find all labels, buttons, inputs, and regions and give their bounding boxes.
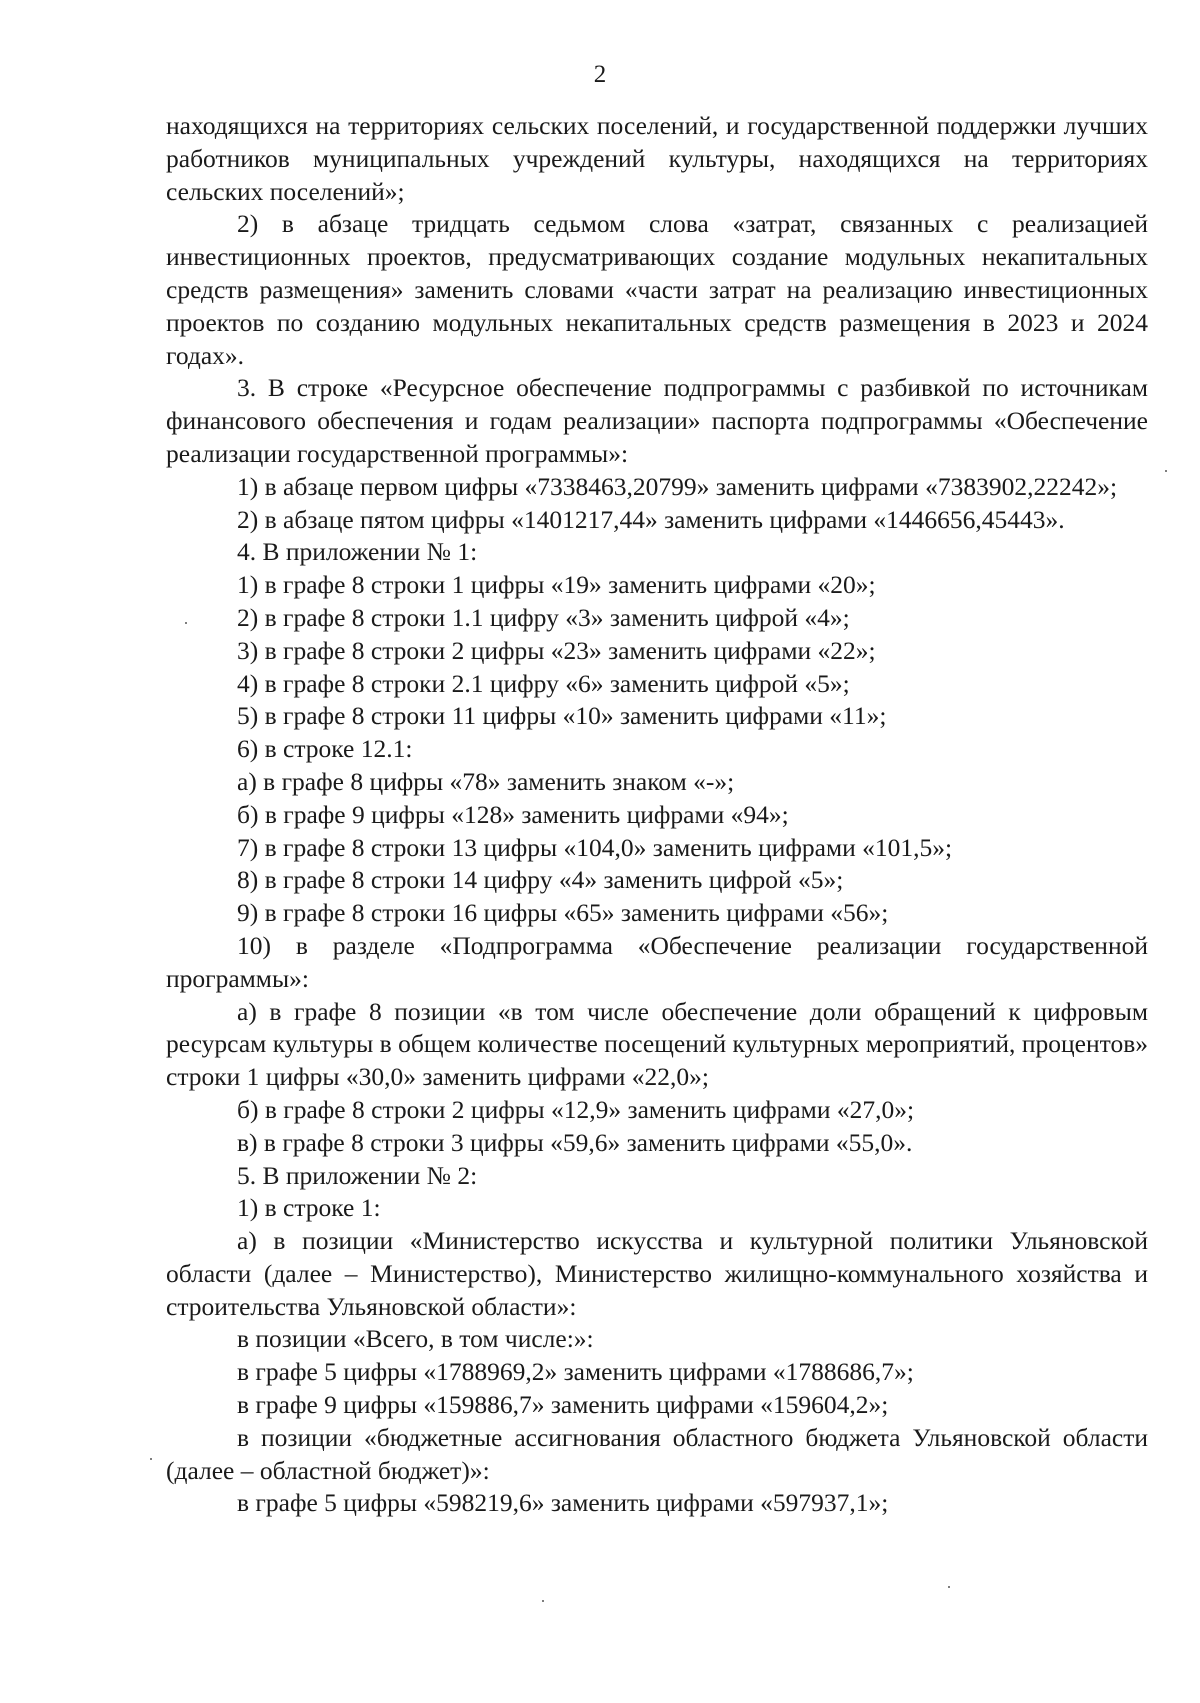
paragraph: 2) в абзаце тридцать седьмом слова «затрат, связанных с реализацией инвестиционных проектов, предусматривающих создание модульных некапитальных средств размещения» заменить словами «части затрат на реализацию инвестиционных проектов по созданию модульных некапитальных средств размещения в 2023 и 2024 годах». xyxy=(166,209,1148,370)
paragraph: 10) в разделе «Подпрограмма «Обеспечение реализации государственной программы»: xyxy=(166,930,1148,993)
scan-speck xyxy=(1165,470,1167,472)
paragraph: а) в графе 8 цифры «78» заменить знаком «-»; xyxy=(237,766,735,796)
paragraph: 1) в абзаце первом цифры «7338463,20799» заменить цифрами «7383902,22242»; xyxy=(237,471,1118,501)
paragraph: 1) в строке 1: xyxy=(237,1193,381,1223)
paragraph: в позиции «бюджетные ассигнования областного бюджета Ульяновской области (далее – областной бюджет)»: xyxy=(166,1422,1148,1485)
paragraph: 2) в абзаце пятом цифры «1401217,44» заменить цифрами «1446656,45443». xyxy=(237,504,1065,534)
paragraph: а) в позиции «Министерство искусства и культурной политики Ульяновской области (далее – Министерство), Министерство жилищно-коммунального хозяйства и строительства Ульяновской области»: xyxy=(166,1226,1148,1321)
paragraph: в) в графе 8 строки 3 цифры «59,6» заменить цифрами «55,0». xyxy=(237,1127,913,1157)
paragraph: 3. В строке «Ресурсное обеспечение подпрограммы с разбивкой по источникам финансового обеспечения и годам реализации» паспорта подпрограммы «Обеспечение реализации государственной программы»: xyxy=(166,373,1148,468)
paragraph: 5. В приложении № 2: xyxy=(237,1160,478,1190)
paragraph: 1) в графе 8 строки 1 цифры «19» заменить цифрами «20»; xyxy=(237,570,876,600)
scan-speck xyxy=(542,1600,544,1602)
paragraph: а) в графе 8 позиции «в том числе обеспечение доли обращений к цифровым ресурсам культуры в общем количестве посещений культурных мероприятий, процентов» строки 1 цифры «30,0» заменить цифрами «22,0»; xyxy=(166,996,1148,1092)
paragraph: находящихся на территориях сельских поселений, и государственной поддержки лучших работников муниципальных учреждений культуры, находящихся на территориях сельских поселений»; xyxy=(166,111,1148,206)
paragraph: б) в графе 8 строки 2 цифры «12,9» заменить цифрами «27,0»; xyxy=(237,1094,915,1124)
paragraph: 4) в графе 8 строки 2.1 цифру «6» заменить цифрой «5»; xyxy=(237,668,850,698)
paragraph: в графе 5 цифры «1788969,2» заменить цифрами «1788686,7»; xyxy=(237,1357,914,1387)
paragraph: 4. В приложении № 1: xyxy=(237,537,478,567)
paragraph: 5) в графе 8 строки 11 цифры «10» заменить цифрами «11»; xyxy=(237,701,887,731)
paragraph: 2) в графе 8 строки 1.1 цифру «3» заменить цифрой «4»; xyxy=(237,602,850,632)
scan-speck xyxy=(185,622,187,624)
paragraph: в позиции «Всего, в том числе:»: xyxy=(237,1324,594,1354)
paragraph: 3) в графе 8 строки 2 цифры «23» заменить цифрами «22»; xyxy=(237,635,876,665)
paragraph: 9) в графе 8 строки 16 цифры «65» заменить цифрами «56»; xyxy=(237,898,889,928)
scan-speck xyxy=(150,1458,152,1460)
paragraph: б) в графе 9 цифры «128» заменить цифрами «94»; xyxy=(237,799,789,829)
paragraph: в графе 5 цифры «598219,6» заменить цифрами «597937,1»; xyxy=(237,1488,889,1518)
page-number: 2 xyxy=(593,61,607,88)
paragraph: 7) в графе 8 строки 13 цифры «104,0» заменить цифрами «101,5»; xyxy=(237,832,953,862)
paragraph: 6) в строке 12.1: xyxy=(237,734,413,764)
paragraph: в графе 9 цифры «159886,7» заменить цифрами «159604,2»; xyxy=(237,1390,889,1420)
paragraph: 8) в графе 8 строки 14 цифру «4» заменить цифрой «5»; xyxy=(237,865,844,895)
scan-speck xyxy=(948,1586,950,1588)
document-body xyxy=(166,110,1148,1520)
